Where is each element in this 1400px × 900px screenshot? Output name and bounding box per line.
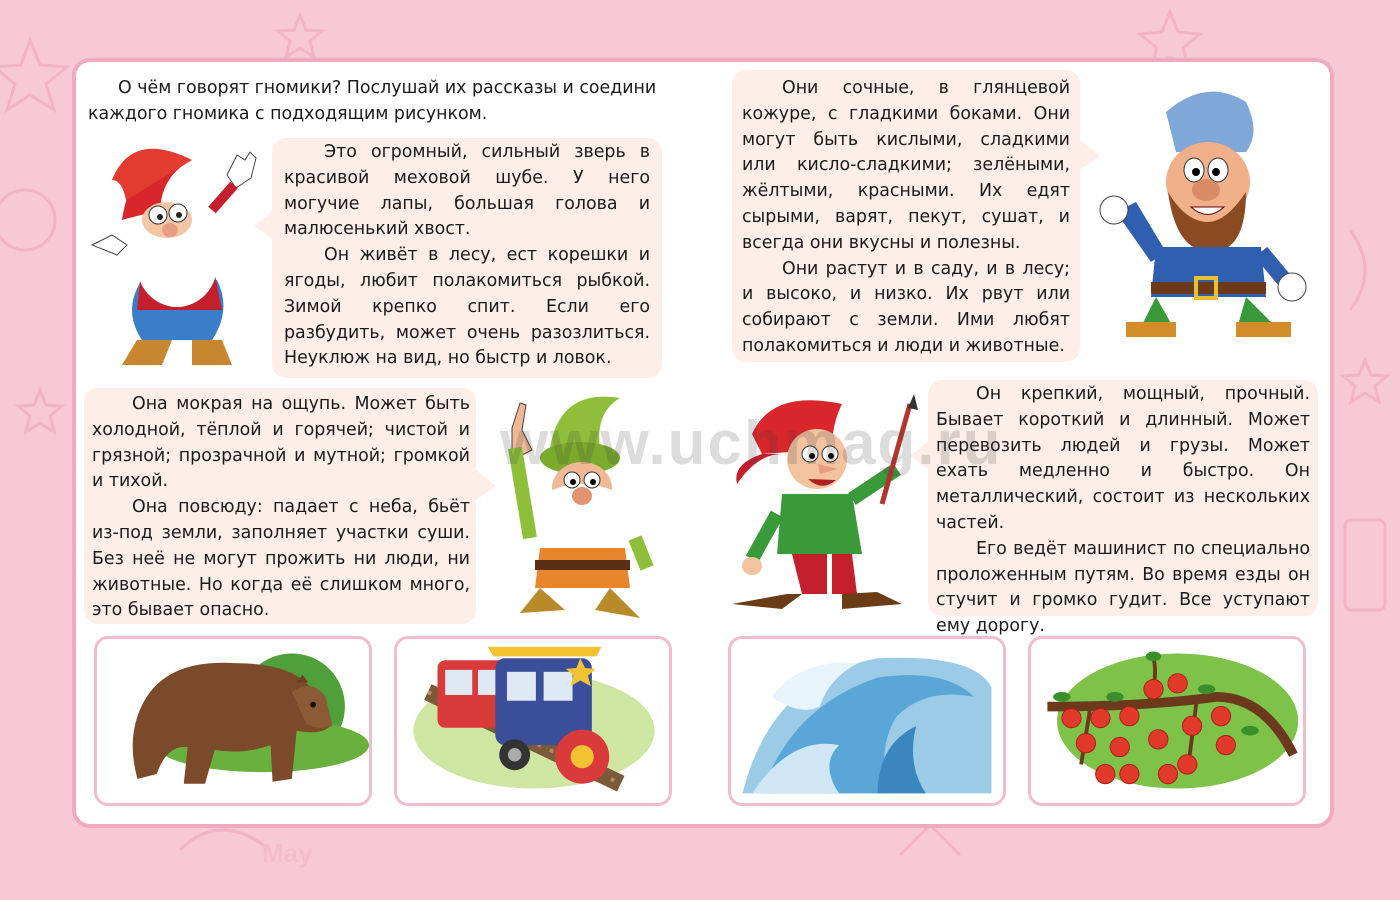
story-water-paragraph-1: Она мокрая на ощупь. Может быть холодной, тёплой и горячей; чистой и грязной; прозрачной и мутной; громкой и тихой.	[92, 394, 470, 492]
bear-illustration	[97, 639, 369, 803]
picture-card-wave[interactable]	[728, 636, 1006, 806]
svg-text:May: May	[262, 838, 313, 868]
wave-illustration	[731, 639, 1003, 803]
picture-card-train[interactable]	[394, 636, 672, 806]
story-train-paragraph-1: Он крепкий, мощный, прочный. Бывает короткий и длинный. Может перевозить людей и грузы. Может ехать медленно и быстро. Он металлический, состоит из нескольких частей.	[936, 384, 1310, 533]
gnome-red-hat-illustration	[82, 140, 262, 376]
instructions-line-2: каждого гномика с подходящим рисунком.	[88, 103, 488, 124]
story-bubble-apples	[732, 70, 1080, 362]
bubble-tail	[476, 470, 496, 500]
picture-card-apple-branch[interactable]	[1028, 636, 1306, 806]
story-bubble-bear	[272, 138, 662, 378]
story-apples-paragraph-1: Они сочные, в глянцевой кожуре, с гладкими боками. Они могут быть кислыми, сладкими или кисло-сладкими; зелёными, жёлтыми, красными. Их едят сырыми, варят, пекут, сушат, и всегда они вкусны и полезны.	[742, 78, 1070, 253]
story-bear-paragraph-1: Это огромный, сильный зверь в красивой меховой шубе. У него могучие лапы, большая голова и малюсенький хвост.	[284, 142, 650, 240]
instructions	[88, 76, 658, 128]
story-train-paragraph-2: Его ведёт машинист по специально проложенным путям. Во время езды он стучит и громко гудит. Все уступают ему дорогу.	[936, 538, 1310, 637]
gnome-blue-cap-illustration	[1096, 82, 1310, 344]
story-apples-paragraph-2: Они растут и в саду, и в лесу; и высоко, и низко. Их рвут или собирают с земли. Ими любят полакомиться и люди и животные.	[742, 258, 1070, 356]
instructions-line-1: О чём говорят гномики? Послушай их рассказы и соедини	[118, 78, 657, 98]
apple-branch-illustration	[1031, 639, 1303, 803]
watermark: www.uchmag.ru	[500, 409, 1003, 478]
story-bear-paragraph-2: Он живёт в лесу, ест корешки и ягоды, любит полакомиться рыбкой. Зимой крепко спит. Если его разбудить, может очень разозлиться. Неуклюж на вид, но быстр и ловок.	[284, 245, 650, 369]
bubble-tail	[254, 210, 274, 240]
story-water-paragraph-2: Она повсюду: падает с неба, бьёт из-под земли, заполняет участки суши. Без неё не могут прожить ни люди, ни животные. Но когда её слишком много, это бывает опасно.	[92, 497, 470, 621]
story-bubble-water	[84, 388, 476, 624]
train-illustration	[397, 639, 669, 803]
picture-card-bear[interactable]	[94, 636, 372, 806]
